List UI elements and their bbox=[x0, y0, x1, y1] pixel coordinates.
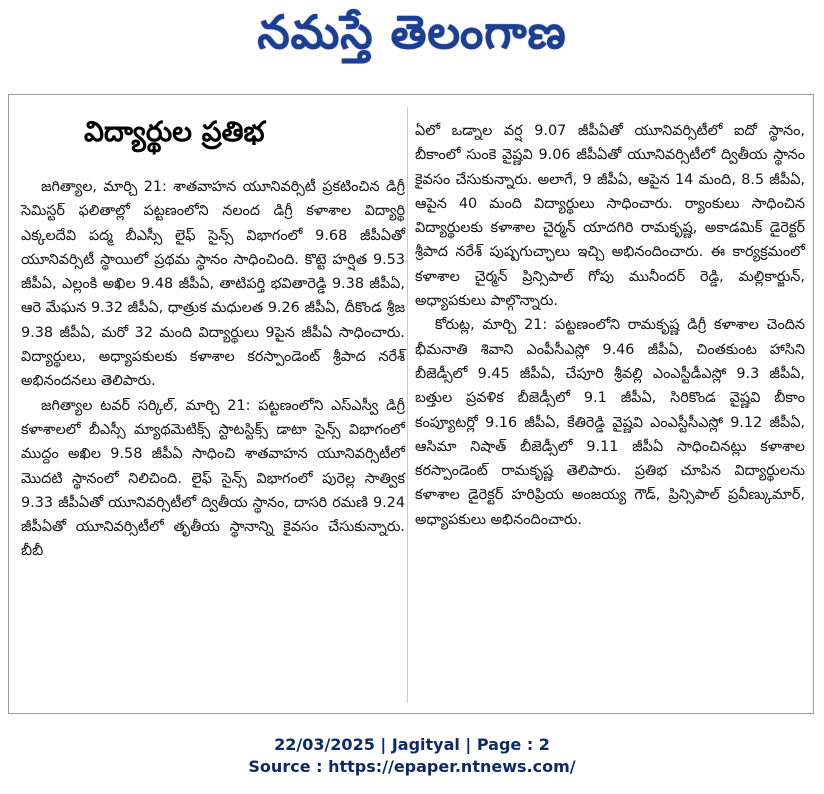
article-paragraph: కోరుట్ల, మార్చి 21: పట్టణంలోని రామకృష్ణ డిగ్రీ కళాశాల చెందిన భీమనాతి శివాని ఎంపీసీఎస్లో 9.46 జీపీఏ, చింతకుంట హాసిని బీజెడ్సీలో 9.45 జీపీఏ, చేపూరి శ్రీవల్లి ఎంఎస్టీడీఎస్లో 9.3 జీపీఏ, బత్తుల ప్రవళిక బీజెడ్సీలో 9.1 జీపీఏ, సిరికొండ వైష్ణవి బీకాం కంప్యూటర్లో 9.16 జీపీఏ, కేతిరెడ్డి వైష్ణవి ఎంఎస్టీసీఎస్లో 9.12 జీపీఏ, ఆసిమా నిషాత్ బీజెడ్సీలో 9.11 జీపీఏ సాధించినట్లు కళాశాల కరస్పాండెంట్ రామకృష్ణ తెలిపారు. ప్రతిభ చూపిన విద్యార్థులను కళాశాల డైరెక్టర్ హరిప్రియ అంజయ్య గౌడ్, ప్రిన్సిపాల్ ప్రవీణ్కుమార్, అధ్యాపకులు అభినందించారు. bbox=[415, 317, 805, 528]
article-paragraph: జగిత్యాల టవర్ సర్కిల్, మార్చి 21: పట్టణంలోని ఎస్ఎస్వీ డిగ్రీ కళాశాలలో బీఎస్సీ మ్యాథమెటిక్స్ స్టాటస్టిక్స్ డాటా సైన్స్ విభాగంలో ముద్దం అఖిల 9.58 జీపీఏ సాధించి శాతవాహన యూనివర్సిటీలో మొదటి స్థానంలో నిలిచింది. లైఫ్ సైన్స్ విభాగంలో పురెల్ల సాత్విక 9.33 జీపీఏతో యూనివర్సిటీలో ద్వితీయ స్థానం, దాసరి రమణి 9.24 జీపీఏతో యూనివర్సిటీలో తృతీయ స్థానాన్ని కైవసం చేసుకున్నారు. బీబీ bbox=[21, 397, 405, 560]
newspaper-logo: నమస్తే తెలంగాణ bbox=[257, 5, 567, 59]
article-column-left bbox=[21, 119, 405, 564]
article-paragraph: జగిత్యాల, మార్చి 21: శాతవాహన యూనివర్సిటీ ప్రకటించిన డిగ్రీ సెమిస్టర్ ఫలితాల్లో పట్టణంలోని నలంద డిగ్రీ కళాశాల విద్యార్థి ఎక్కలదేవి పద్మ బీఎస్సీ లైఫ్ సైన్స్ విభాగంలో 9.68 జీపీఏతో యూనివర్సిటీ స్థాయిలో ప్రథమ స్థానం సాధించింది. కొట్టె హర్షిత 9.53 జీపీఏ, ఎల్లంకి అఖిల 9.48 జీపీఏ, తాటిపర్తి భవితారెడ్డి 9.38 జీపీఏ, ఆరె మేఘన 9.32 జీపీఏ, ధాత్రుక మధులత 9.26 జీపీఏ, దీకొండ శ్రీజ 9.38 జీపీఏ, మరో 32 మంది విద్యార్థులు 9పైన జీపీఏ సాధించారు. విద్యార్థులు, అధ్యాపకులకు కళాశాల కరస్పాండెంట్ శ్రీపాద నరేశ్ అభినందనలు తెలిపారు. bbox=[21, 179, 405, 390]
article-headline: విద్యార్థుల ప్రతిభ bbox=[84, 115, 265, 148]
masthead bbox=[0, 0, 824, 76]
column-divider bbox=[407, 107, 408, 703]
article-paragraph: ఏలో ఒడ్నాల వర్ష 9.07 జీపీఏతో యూనివర్సిటీలో ఐదో స్థానం, బీకాంలో సుంకె వైష్ణవి 9.06 జీపీఏతో యూనివర్సిటీలో ద్వితీయ స్థానం కైవసం చేసుకున్నారు. అలాగే, 9 జీపీఏ, ఆపైన 14 మంది, 8.5 జీపీఏ, ఆపైన 40 మంది విద్యార్థులు సాధించారు. ర్యాంకులు సాధించిన విద్యార్థులకు కళాశాల చైర్మన్ యాదగిరి రామకృష్ణ, అకాడమిక్ డైరెక్టర్ శ్రీపాద నరేశ్ పుష్పగుచ్ఛాలు ఇచ్చి అభినందించారు. ఈ కార్యక్రమంలో కళాశాల చైర్మన్ ప్రిన్సిపాల్ గోపు మునీందర్ రెడ్డి, మల్లికార్జున్, అధ్యాపకులు పాల్గొన్నారు. bbox=[415, 123, 805, 310]
article-clipping bbox=[8, 94, 814, 714]
source-link[interactable]: Source : https://epaper.ntnews.com/ bbox=[248, 757, 576, 776]
article-column-right bbox=[415, 119, 805, 532]
edition-info: 22/03/2025 | Jagityal | Page : 2 bbox=[274, 735, 550, 754]
